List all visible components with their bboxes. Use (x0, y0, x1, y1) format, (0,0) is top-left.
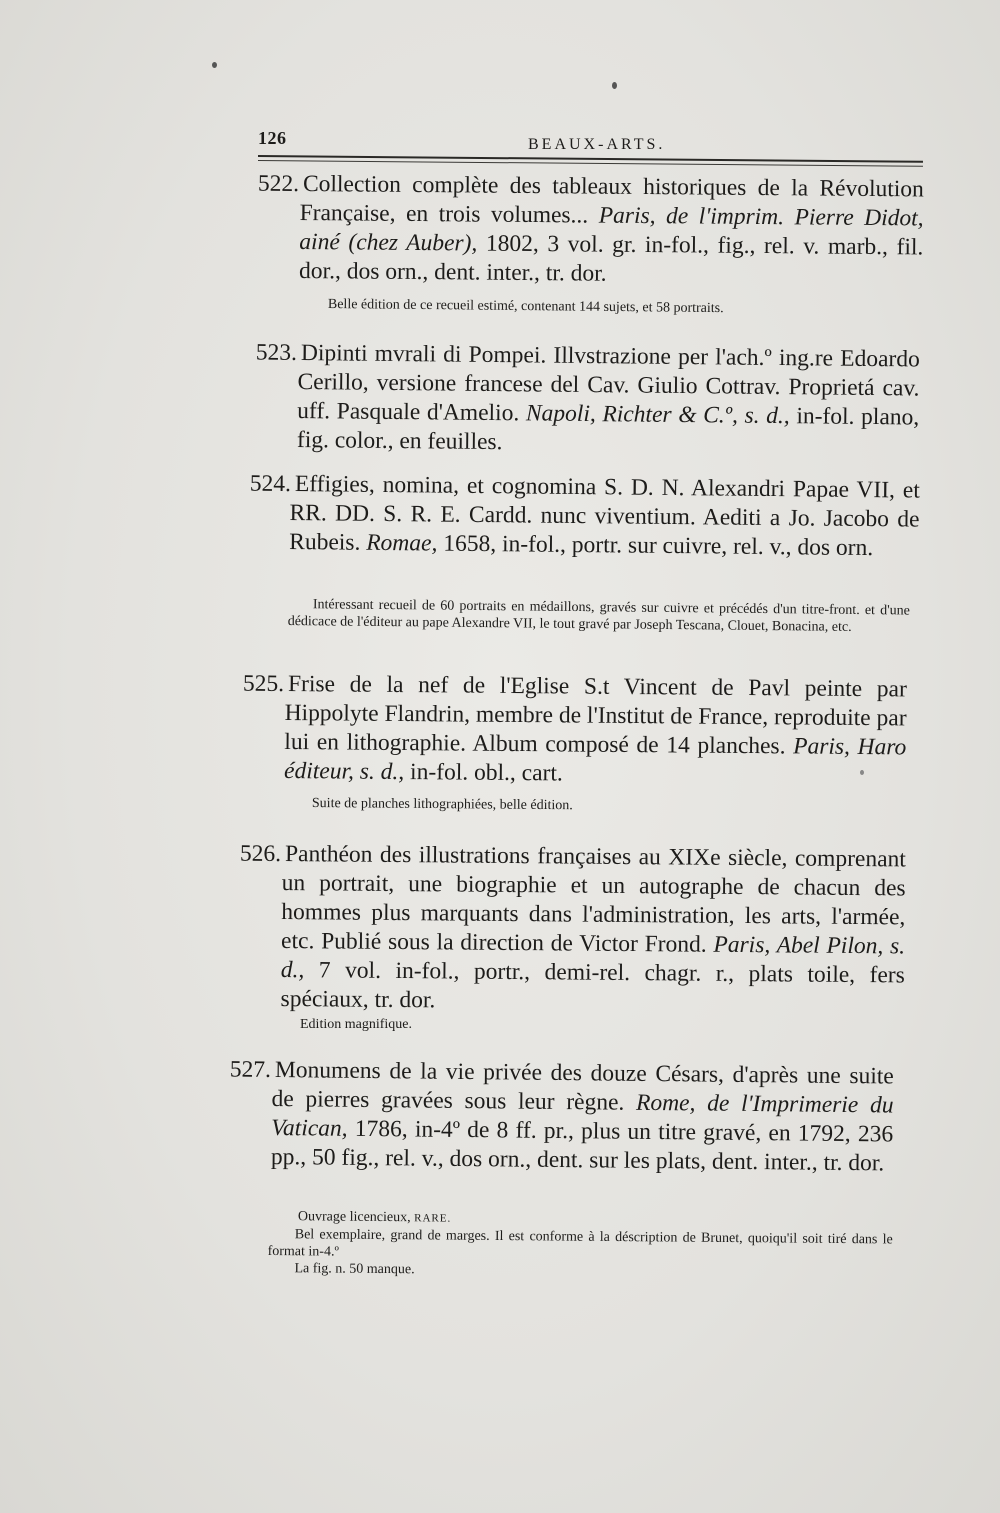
scan-speck (212, 62, 217, 68)
note-522 (328, 296, 838, 318)
entry-525 (242, 670, 907, 791)
entry-text: Collection complète des tableaux historiques de la Révolution Française, en trois volumes... (299, 171, 924, 229)
entry-description: 1802, 3 vol. gr. in-fol., fig., rel. v. marb., fil. dor., dos orn., dent. inter., tr. dor. (299, 230, 924, 287)
note-line-3: La fig. n. 50 manque. (294, 1261, 415, 1278)
note-525 (312, 795, 712, 815)
note-text: Edition magnifique. (300, 1017, 412, 1032)
entry-text: Panthéon des illustrations françaises au XIXe siècle, comprenant un portrait, une biographie et un autographe de chacun des hommes plus marquants dans l'administration, les arts, l'armée, etc. Publié sous la direction de Victor Frond. (281, 841, 906, 958)
entry-number: 524. (249, 470, 292, 498)
entry-522 (257, 170, 924, 291)
page-number: 126 (258, 128, 287, 148)
note-526 (300, 1016, 600, 1033)
entry-number: 525. (242, 670, 285, 697)
note-527 (267, 1208, 893, 1282)
note-text: Suite de planches lithographiées, belle édition. (311, 795, 573, 814)
note-524 (288, 596, 910, 637)
entry-text: Effigies, nomina, et cognomina S. D. N. Alexandri Papae VII, et RR. DD. S. R. E. Cardd. nunc viventium. Aediti a Jo. Jacobo de Rubeis. (289, 471, 920, 556)
entry-imprint: Paris, de l'imprim. Pierre Didot, ainé (chez Auber), (299, 202, 924, 257)
entry-number: 526. (239, 840, 282, 867)
entry-number: 522. (257, 170, 300, 197)
note-line-1: Ouvrage licencieux, RARE. (297, 1209, 452, 1226)
note-text: Belle édition de ce recueil estimé, contenant 144 sujets, et 58 portraits. (327, 296, 724, 317)
entry-number: 523. (255, 339, 298, 366)
entry-text: Dipinti mvrali di Pompei. Illvstrazione per l'ach.º ing.re Edoardo Cerillo, versione francese del Cav. Giulio Cottrav. Proprietá cav. uff. Pasquale d'Amelio. (297, 340, 920, 427)
entry-text: Frise de la nef de l'Eglise S.t Vincent de Pavl peinte par Hippolyte Flandrin, membre de l'Institut de France, reproduite par lui en lithographie. Album composé de 14 planches. (284, 671, 907, 760)
entry-description: 1658, in-fol., portr. sur cuivre, rel. v., dos orn. (437, 530, 874, 562)
running-head: BEAUX-ARTS. (528, 136, 666, 153)
entry-524 (249, 470, 920, 564)
entry-number: 527. (229, 1056, 272, 1083)
scan-speck (860, 770, 864, 775)
entry-text: Monumens de la vie privée des douze Césars, d'après une suite de pierres gravées sous leur règne. (271, 1057, 894, 1116)
entry-imprint: Napoli, Richter & C.º, s. d., (525, 400, 790, 430)
entry-523 (255, 339, 920, 462)
entry-imprint: Romae, (366, 529, 438, 557)
note-line-2: Bel exemplaire, grand de marges. Il est conforme à la déscription de Brunet, quoiqu'il soit tiré dans le format in-4.º (267, 1227, 893, 1260)
entry-imprint: Rome, de l'Imprimerie du Vatican, (271, 1089, 894, 1142)
entry-description: in-fol. obl., cart. (404, 759, 563, 787)
entry-imprint: Paris, Haro éditeur, s. d., (284, 733, 907, 786)
note-text: Intéressant recueil de 60 portraits en médaillons, gravés sur cuivre et précédés d'un titre-front. et d'une dédicace de l'éditeur au pape Alexandre VII, le tout gravé par Joseph Tescana, Clouet, Bonacina, etc. (287, 597, 910, 635)
entry-description: 1786, in-4º de 8 ff. pr., plus un titre gravé, en 1792, 236 pp., 50 fig., rel. v., dos orn., dent. sur les plats, dent. inter., tr. dor. (270, 1115, 894, 1177)
entry-imprint: Paris, Abel Pilon, s. d., (280, 931, 906, 984)
entry-527 (229, 1056, 894, 1179)
entry-description: 7 vol. in-fol., portr., demi-rel. chagr. r., plats toile, fers spéciaux, tr. dor. (280, 957, 905, 1014)
scan-speck (612, 82, 617, 89)
entry-description: in-fol. plano, fig. color., en feuilles. (296, 403, 920, 456)
entry-526 (239, 840, 906, 1019)
